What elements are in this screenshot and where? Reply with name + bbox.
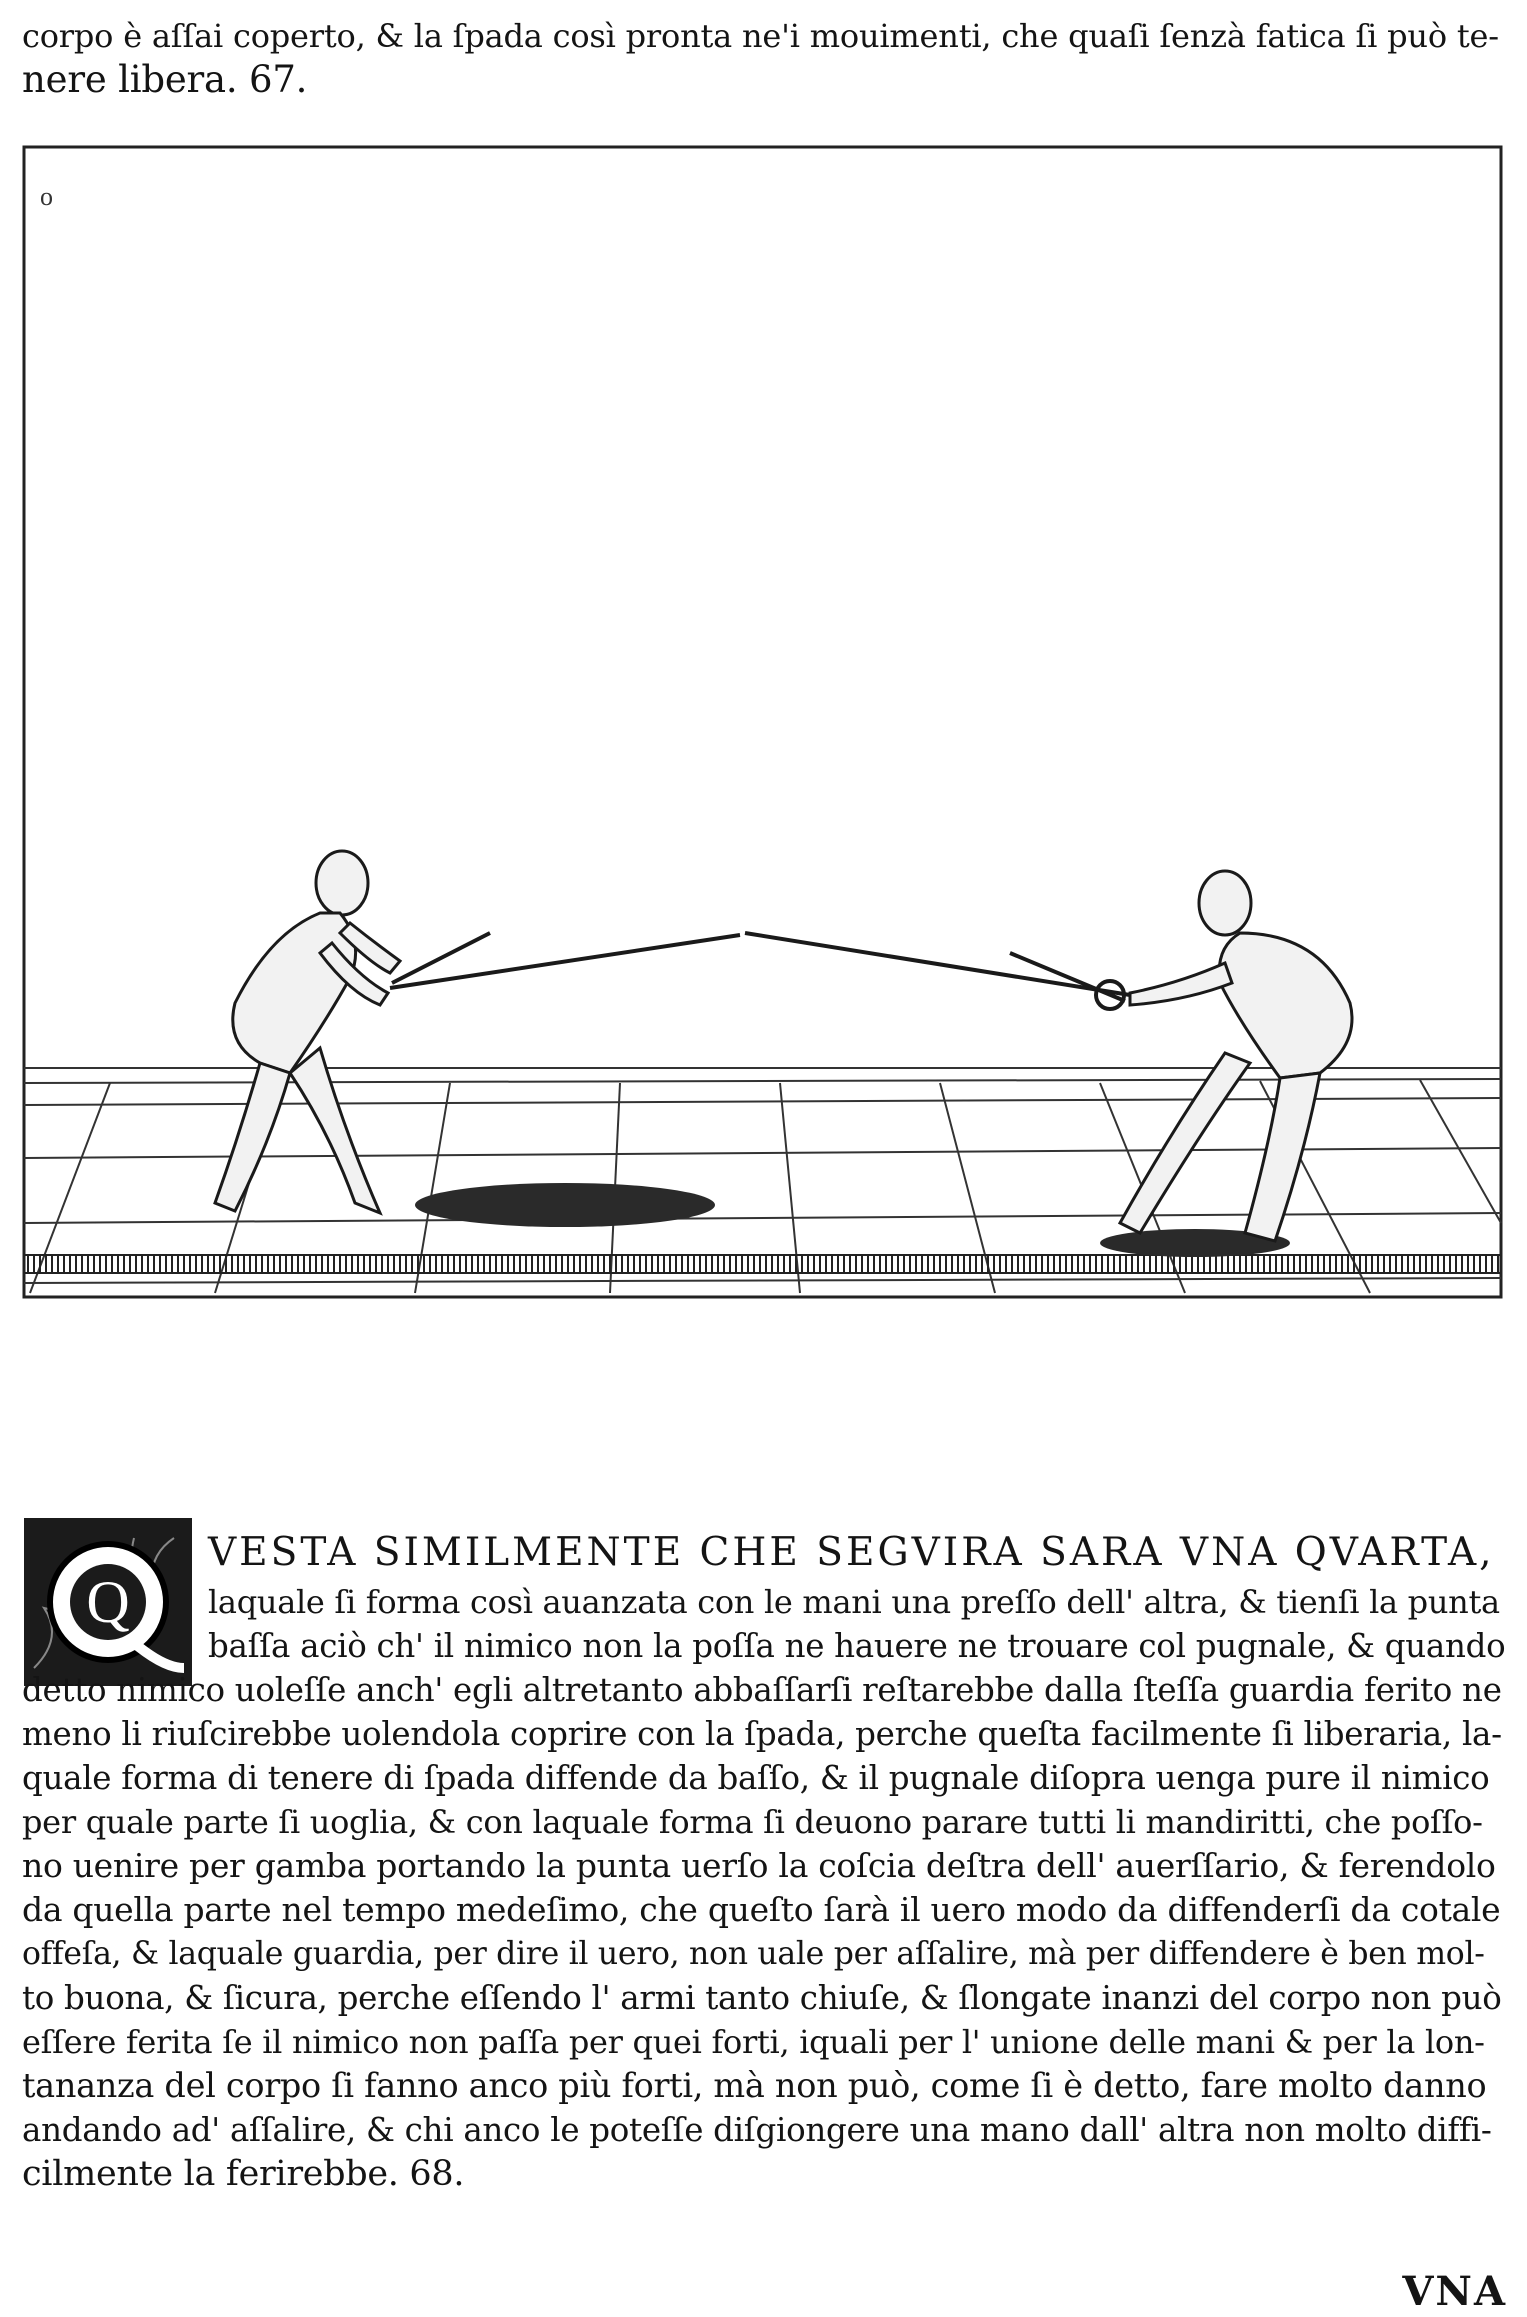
right-fencer-figure xyxy=(1120,871,1352,1241)
chapter-heading: VESTA SIMILMENTE CHE SEGVIRA SARA VNA QVARTA, xyxy=(208,1530,1495,1575)
body-line-10: to buona, & ſicura, perche eſſendo l' armi tanto chiuſe, & ſlongate inanzi del corpo non può xyxy=(22,1979,1502,2017)
plate-corner-mark: o xyxy=(40,182,53,211)
body-line-5: quale forma di tenere di ſpada diffende da baſſo, & il pugnale diſopra uenga pure il nimico xyxy=(22,1759,1490,1797)
body-line-1: laquale ſi forma così auanzata con le mani una preſſo dell' altra, & tienſi la punta xyxy=(208,1583,1500,1621)
left-fencer-weapons xyxy=(390,933,740,988)
decorated-initial xyxy=(24,1518,192,1686)
catchword: VNA xyxy=(1402,2268,1507,2315)
body-line-12: tananza del corpo ſi fanno anco più forti, mà non può, come ſi è detto, fare molto danno xyxy=(22,2066,1487,2105)
left-fencer-shadow xyxy=(415,1183,715,1227)
body-line-4: meno li riuſcirebbe uolendola coprire con la ſpada, perche queſta facilmente ſi liberaria, la- xyxy=(22,1715,1502,1753)
body-line-11: eſſere ferita ſe il nimico non paſſa per quei forti, iquali per l' unione delle mani & per la lon- xyxy=(22,2023,1485,2061)
body-line-3: detto nimico uoleſſe anch' egli altretanto abbaſſarſi reſtarebbe dalla ſteſſa guardia ferito ne xyxy=(22,1671,1502,1709)
initial-letter: Q xyxy=(86,1569,130,1635)
body-line-2: baſſa aciò ch' il nimico non la poſſa ne hauere ne trouare col pugnale, & quando xyxy=(208,1627,1506,1665)
top-text-line-1: corpo è aſſai coperto, & la ſpada così pronta ne'i mouimenti, che quaſi ſenzà fatica ſi può te- xyxy=(22,17,1499,55)
body-line-14: cilmente la ferirebbe. 68. xyxy=(22,2154,465,2194)
body-line-6: per quale parte ſi uoglia, & con laquale forma ſi deuono parare tutti li mandiritti, che poſſo- xyxy=(22,1803,1483,1841)
left-fencer-figure xyxy=(215,851,400,1213)
fencing-plate-illustration xyxy=(20,143,1505,1301)
body-line-13: andando ad' aſſalire, & chi anco le poteſſe diſgiongere una mano dall' altra non molto diffi- xyxy=(22,2111,1492,2149)
top-text-line-2: nere libera. 67. xyxy=(22,58,308,101)
body-line-7: no uenire per gamba portando la punta uerſo la coſcia deſtra dell' auerſſario, & ferendolo xyxy=(22,1846,1496,1885)
body-line-8: da quella parte nel tempo medeſimo, che queſto ſarà il uero modo da diffenderſi da cotale xyxy=(22,1890,1501,1929)
body-line-9: offeſa, & laquale guardia, per dire il uero, non uale per aſſalire, mà per diffendere è ben mol- xyxy=(22,1936,1485,1972)
right-fencer-weapons xyxy=(745,933,1130,1009)
